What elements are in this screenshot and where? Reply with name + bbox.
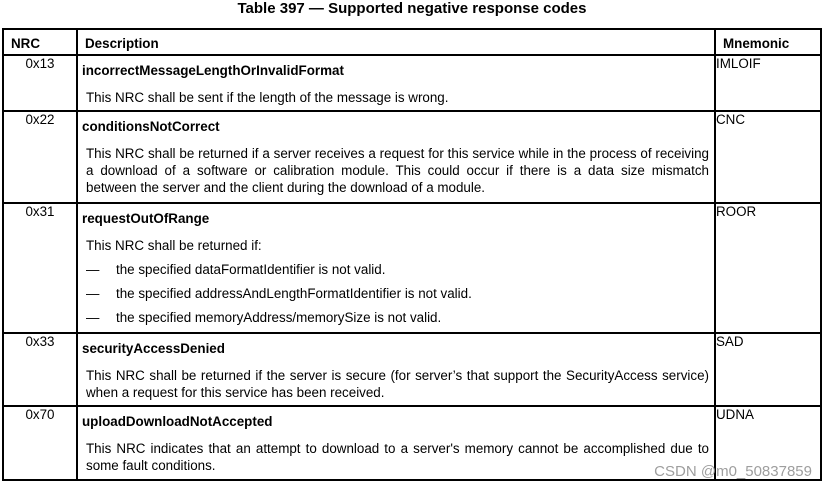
description-cell [77,333,715,406]
bullet-text: the specified dataFormatIdentifier is not valid. [116,262,386,277]
watermark: CSDN @m0_50837859 [654,463,812,480]
description-cell [77,406,715,480]
nrc-code: 0x31 [3,203,77,333]
nrc-description: This NRC shall be returned if: [86,238,262,253]
nrc-description: This NRC shall be sent if the length of the message is wrong. [86,90,449,105]
nrc-name: uploadDownloadNotAccepted [82,414,273,429]
nrc-mnemonic: IMLOIF [715,55,821,111]
nrc-code: 0x33 [3,333,77,406]
header-description: Description [77,29,715,55]
nrc-mnemonic: SAD [715,333,821,406]
description-cell [77,55,715,111]
description-cell [77,203,715,333]
table-row [3,203,821,333]
bullet-text: the specified memoryAddress/memorySize is not valid. [116,310,442,325]
list-item [82,286,709,302]
list-item [82,262,709,278]
header-mnemonic: Mnemonic [715,29,821,55]
list-item [82,310,709,326]
nrc-code: 0x13 [3,55,77,111]
nrc-name: conditionsNotCorrect [82,119,220,134]
table-row [3,333,821,406]
table-title: Table 397 — Supported negative response codes [237,0,587,17]
bullet-dash: — [86,262,100,277]
nrc-name: incorrectMessageLengthOrInvalidFormat [82,63,344,78]
nrc-code: 0x70 [3,406,77,480]
nrc-description: This NRC shall be returned if a server receives a request for this service while in the process of receiving a download of a software or calibration module. This could occur if there is a data size mismatch between the server and the client during the download of a module. [86,146,709,195]
nrc-mnemonic: UDNA [715,406,821,480]
description-cell [77,111,715,203]
table-row [3,111,821,203]
header-nrc: NRC [3,29,77,55]
nrc-description: This NRC indicates that an attempt to download to a server's memory cannot be accomplished due to some fault conditions. [86,441,709,473]
bullet-list [82,262,709,326]
nrc-name: securityAccessDenied [82,341,225,356]
nrc-name: requestOutOfRange [82,211,210,226]
nrc-code: 0x22 [3,111,77,203]
bullet-dash: — [86,310,100,325]
nrc-mnemonic: ROOR [715,203,821,333]
header-row [3,29,821,55]
nrc-mnemonic: CNC [715,111,821,203]
nrc-table [2,28,822,481]
bullet-dash: — [86,286,100,301]
nrc-description: This NRC shall be returned if the server is secure (for server’s that support the SecurityAccess service) when a request for this service has been received. [86,368,709,400]
bullet-text: the specified addressAndLengthFormatIdentifier is not valid. [116,286,472,301]
table-row [3,55,821,111]
